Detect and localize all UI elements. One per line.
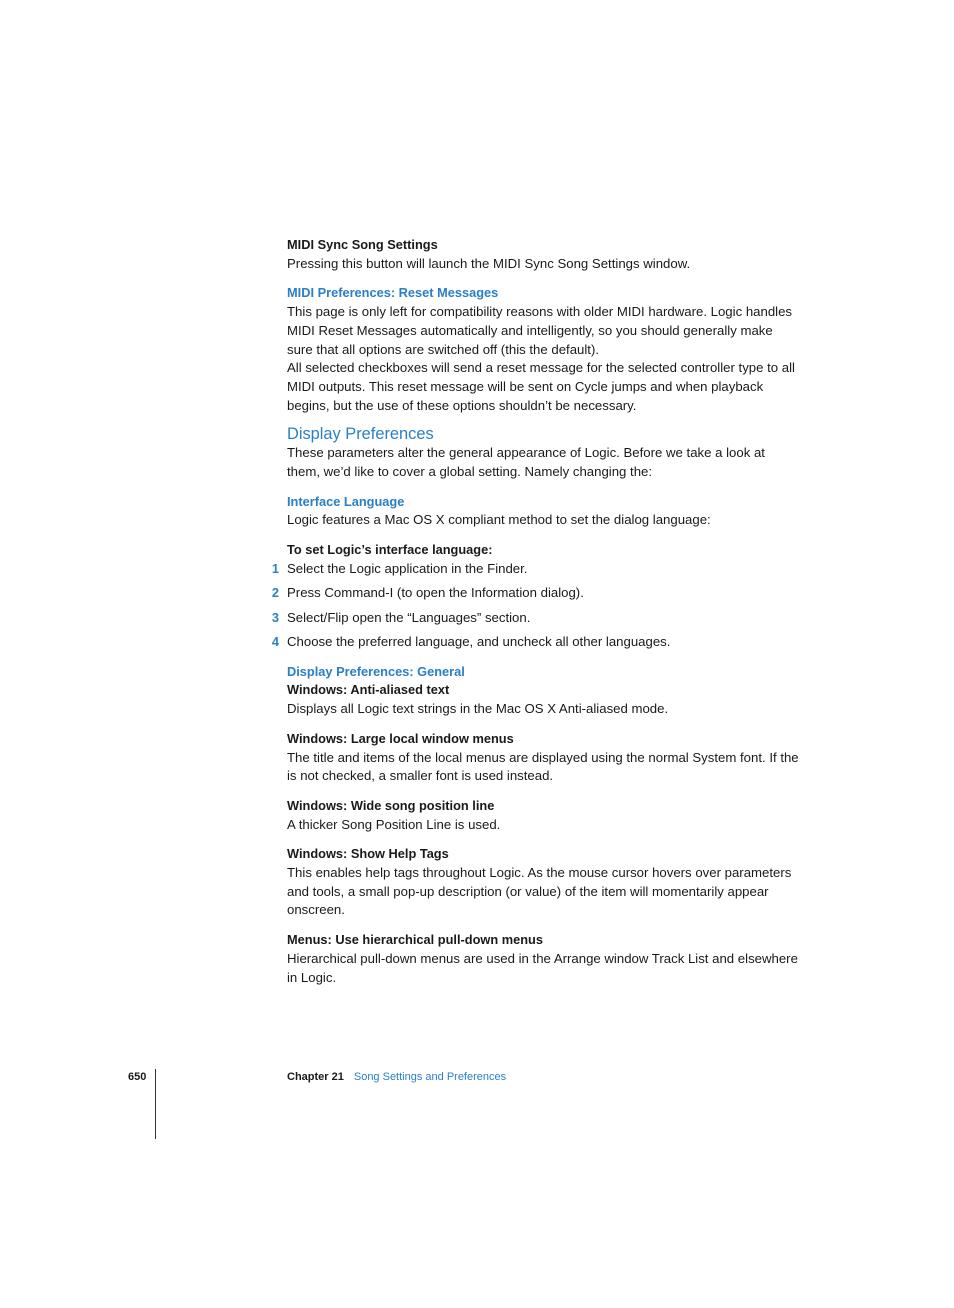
reset-messages-para-2: All selected checkboxes will send a reset message for the selected controller type to all MIDI outputs. This reset message will be sent on Cycle jumps and when playback begins, but the use of these options shouldn’t be necessary.	[287, 360, 795, 413]
large-menus-term: Windows: Large local window menus	[287, 730, 514, 746]
wide-position-line-term: Windows: Wide song position line	[287, 797, 495, 813]
step-text: Select/Flip open the “Languages” section.	[287, 609, 531, 625]
step-text: Press Command-I (to open the Information dialog).	[287, 585, 584, 601]
step-item	[271, 560, 799, 579]
step-number: 2	[271, 585, 279, 601]
display-preferences-heading: Display Preferences	[287, 425, 434, 444]
help-tags-text: This enables help tags throughout Logic. As the mouse cursor hovers over parameters and tools, a small pop-up description (or value) of the item will momentarily appear onscreen.	[287, 865, 792, 918]
steps-list	[271, 560, 799, 652]
step-text: Choose the preferred language, and uncheck all other languages.	[287, 634, 671, 650]
step-item	[271, 584, 799, 603]
midi-sync-text: Pressing this button will launch the MIDI Sync Song Settings window.	[287, 255, 691, 271]
midi-sync-term: MIDI Sync Song Settings	[287, 237, 438, 252]
reset-messages-para-1: This page is only left for compatibility reasons with older MIDI hardware. Logic handles MIDI Reset Messages automatically and intelligently, so you should generally make sure that all options are switched off (this the default).	[287, 304, 793, 357]
task-title: To set Logic’s interface language:	[287, 542, 493, 558]
anti-aliased-term: Windows: Anti-aliased text	[287, 682, 450, 698]
step-item	[271, 633, 799, 652]
page-content	[271, 236, 799, 987]
display-preferences-text: These parameters alter the general appearance of Logic. Before we take a look at them, we’d like to cover a global setting. Namely changing the:	[287, 445, 765, 480]
wide-position-line-text: A thicker Song Position Line is used.	[287, 816, 501, 832]
step-item	[271, 609, 799, 628]
footer-rule	[155, 1069, 156, 1139]
step-number: 1	[271, 560, 279, 576]
hierarchical-menus-text: Hierarchical pull-down menus are used in the Arrange window Track List and elsewhere in Logic.	[287, 950, 798, 985]
hierarchical-menus-term: Menus: Use hierarchical pull-down menus	[287, 932, 543, 948]
help-tags-term: Windows: Show Help Tags	[287, 846, 449, 862]
step-number: 4	[271, 634, 279, 650]
interface-language-heading: Interface Language	[287, 493, 405, 509]
running-footer	[287, 1071, 506, 1083]
display-general-heading: Display Preferences: General	[287, 663, 465, 679]
step-number: 3	[271, 609, 279, 625]
page-number: 650	[128, 1071, 147, 1083]
large-menus-text: The title and items of the local menus are displayed using the normal System font. If the is not checked, a smaller font is used instead.	[287, 749, 799, 784]
step-text: Select the Logic application in the Finder.	[287, 560, 528, 576]
chapter-label: Chapter 21	[287, 1071, 344, 1083]
interface-language-text: Logic features a Mac OS X compliant method to set the dialog language:	[287, 512, 711, 528]
chapter-title: Song Settings and Preferences	[353, 1071, 507, 1083]
reset-messages-heading: MIDI Preferences: Reset Messages	[287, 285, 499, 301]
anti-aliased-text: Displays all Logic text strings in the Mac OS X Anti-aliased mode.	[287, 701, 669, 717]
